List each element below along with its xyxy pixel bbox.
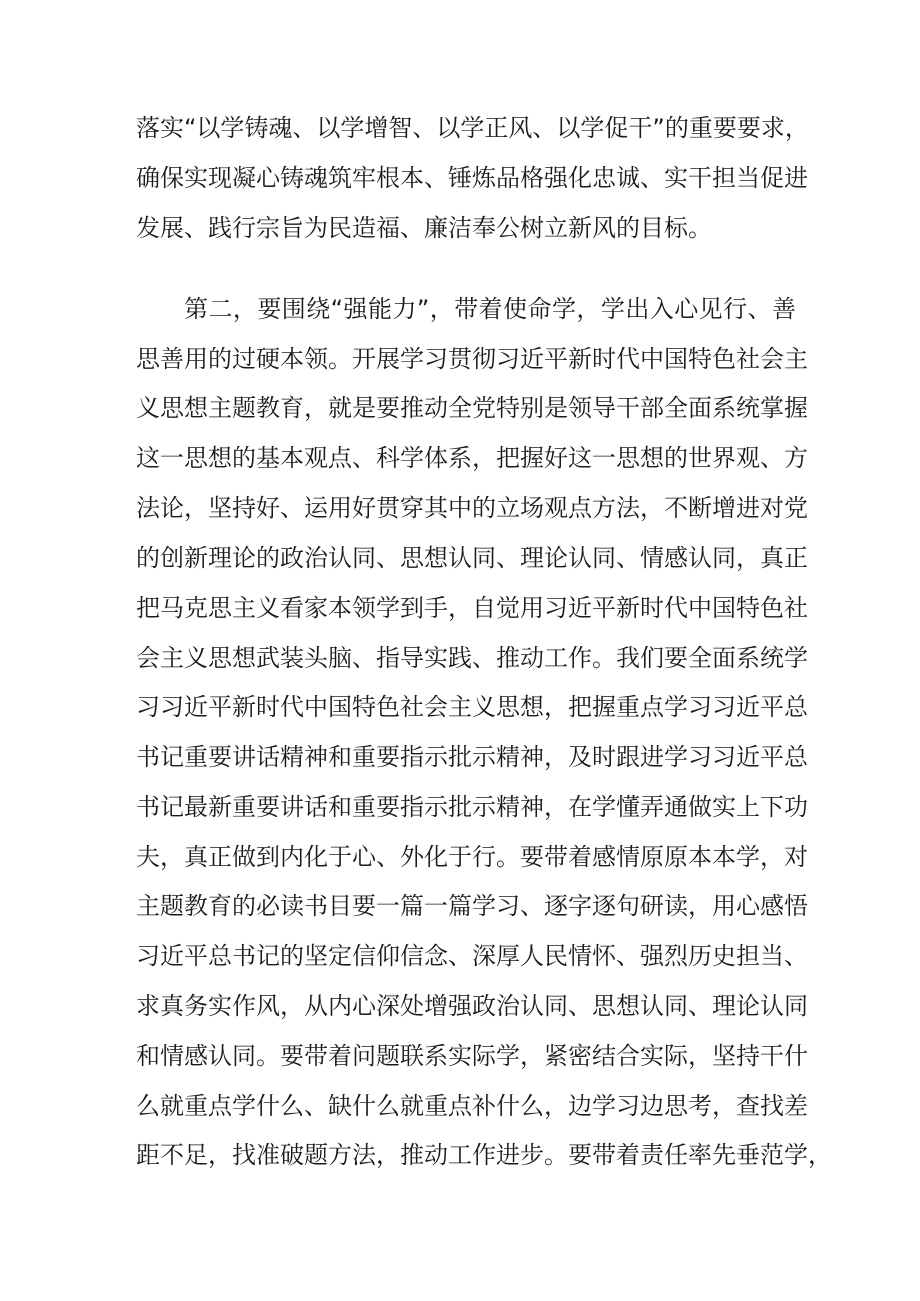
paragraph-2-line-8: 会主义思想武装头脑、指导实践、推动工作。我们要全面系统学 xyxy=(136,644,808,672)
paragraph-2-line-14: 习近平总书记的坚定信仰信念、深厚人民情怀、强烈历史担当、 xyxy=(136,942,808,970)
paragraph-2-line-10: 书记重要讲话精神和重要指示批示精神，及时跟进学习习近平总 xyxy=(136,743,808,771)
paragraph-2-line-7: 把马克思主义看家本领学到手，自觉用习近平新时代中国特色社 xyxy=(136,594,808,622)
paragraph-2-line-18: 距不足，找准破题方法，推动工作进步。要带着责任率先垂范学， xyxy=(136,1141,832,1169)
paragraph-1-line-2: 确保实现凝心铸魂筑牢根本、锤炼品格强化忠诚、实干担当促进 xyxy=(136,164,808,192)
paragraph-2-line-3: 义思想主题教育，就是要推动全党特别是领导干部全面系统掌握 xyxy=(136,394,808,422)
paragraph-2-line-4: 这一思想的基本观点、科学体系，把握好这一思想的世界观、方 xyxy=(136,444,808,472)
paragraph-2-line-13: 主题教育的必读书目要一篇一篇学习、逐字逐句研读，用心感悟 xyxy=(136,892,808,920)
paragraph-2-line-6: 的创新理论的政治认同、思想认同、理论认同、情感认同，真正 xyxy=(136,544,808,572)
paragraph-2-line-5: 法论，坚持好、运用好贯穿其中的立场观点方法，不断增进对党 xyxy=(136,494,808,522)
paragraph-2-line-2: 思善用的过硬本领。开展学习贯彻习近平新时代中国特色社会主 xyxy=(136,345,808,373)
paragraph-2-line-1: 第二，要围绕“强能力”，带着使命学，学出入心见行、善 xyxy=(184,295,796,323)
paragraph-2-line-12: 夫，真正做到内化于心、外化于行。要带着感情原原本本学，对 xyxy=(136,843,808,871)
paragraph-1-line-3: 发展、践行宗旨为民造福、廉洁奉公树立新风的目标。 xyxy=(136,214,712,242)
paragraph-2-line-16: 和情感认同。要带着问题联系实际学，紧密结合实际，坚持干什 xyxy=(136,1042,808,1070)
paragraph-1-line-1: 落实“以学铸魂、以学增智、以学正风、以学促干”的重要要求， xyxy=(136,114,809,142)
paragraph-2-line-15: 求真务实作风，从内心深处增强政治认同、思想认同、理论认同 xyxy=(136,992,808,1020)
paragraph-2-line-17: 么就重点学什么、缺什么就重点补什么，边学习边思考，查找差 xyxy=(136,1092,808,1120)
paragraph-2-line-9: 习习近平新时代中国特色社会主义思想，把握重点学习习近平总 xyxy=(136,693,808,721)
paragraph-2-line-11: 书记最新重要讲话和重要指示批示精神，在学懂弄通做实上下功 xyxy=(136,793,808,821)
